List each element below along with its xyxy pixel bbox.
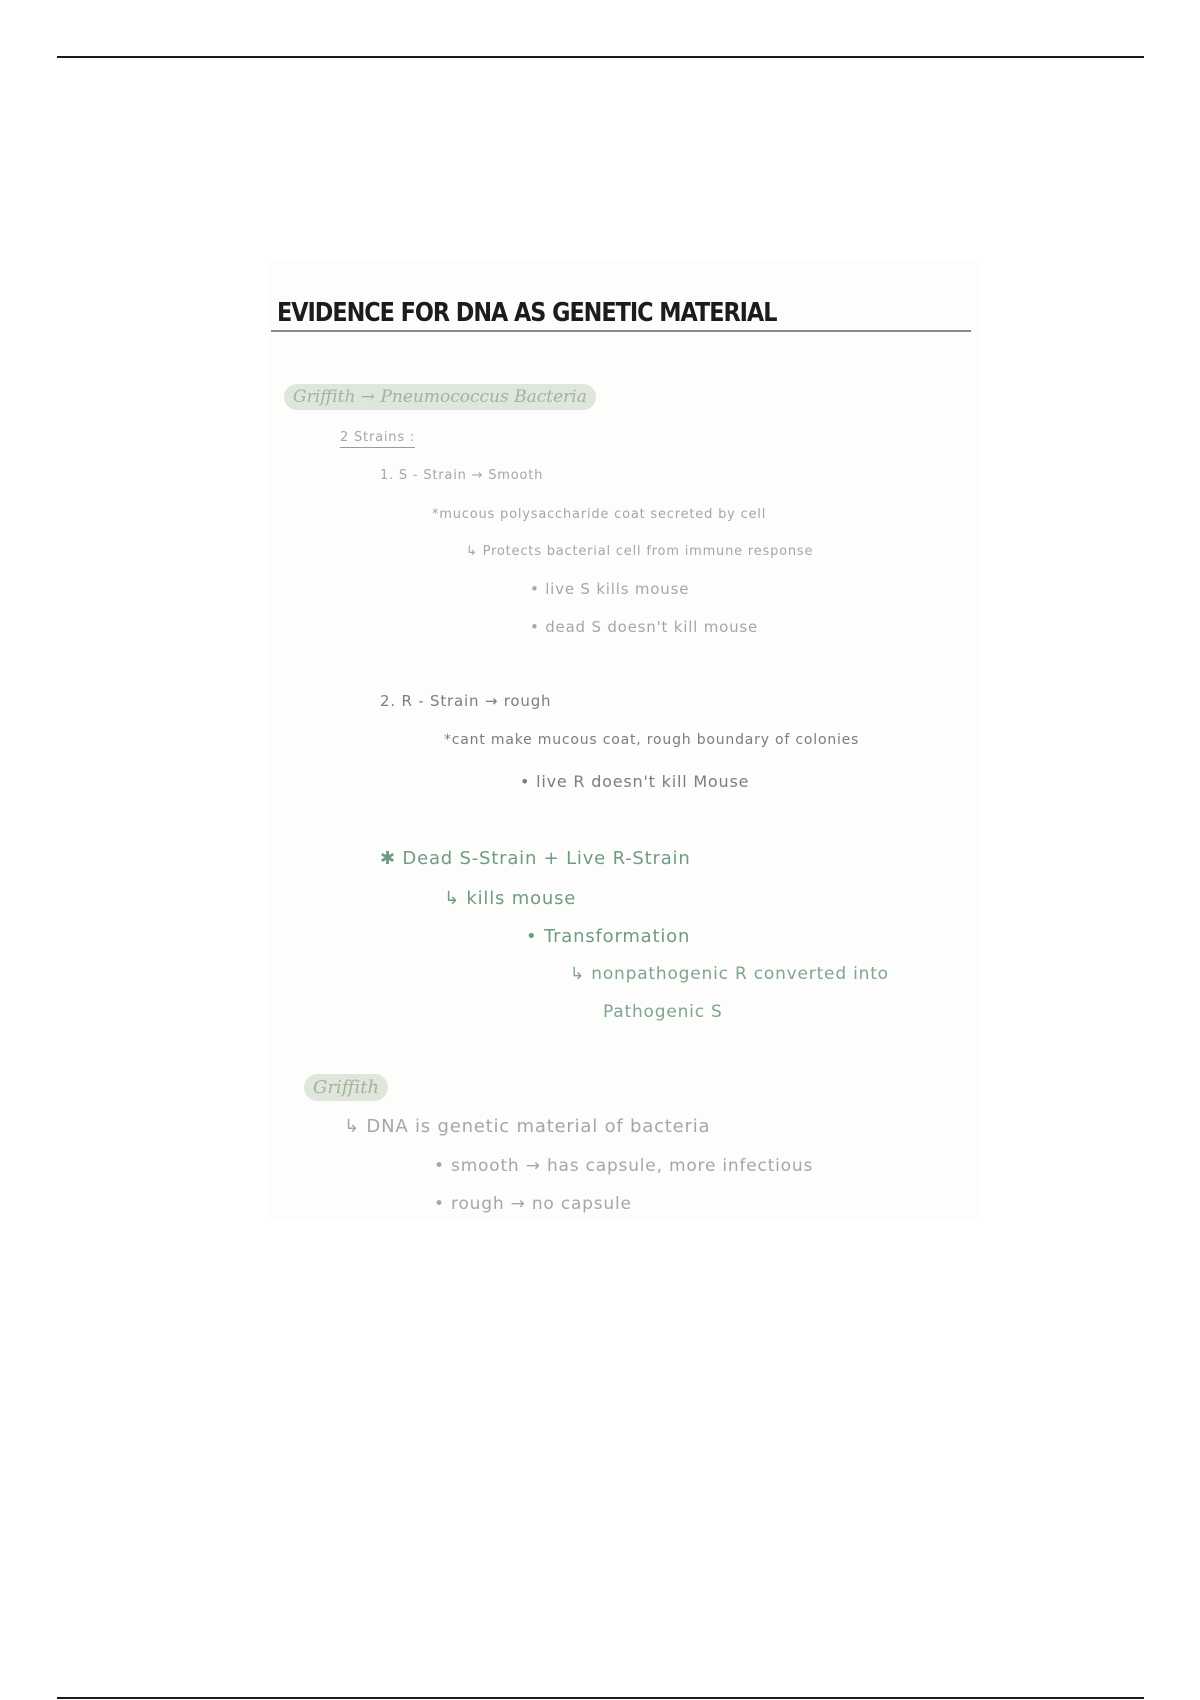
combo-line: ✱ Dead S-Strain + Live R-Strain [380,848,691,869]
handwritten-notes-page [268,262,980,1220]
s-strain-bullet-dead: • dead S doesn't kill mouse [530,618,759,636]
r-strain-line: 2. R - Strain → rough [380,692,552,710]
page-top-rule [57,56,1144,58]
transformation-detail-1: ↳ nonpathogenic R converted into [570,964,889,984]
s-strain-sub: ↳ Protects bacterial cell from immune response [466,544,814,559]
s-strain-note: *mucous polysaccharide coat secreted by cell [432,507,767,522]
section-heading-griffith-pneumococcus: Griffith → Pneumococcus Bacteria [284,384,596,410]
s-strain-line: 1. S - Strain → Smooth [380,468,544,483]
title-underline [271,330,971,332]
combo-result: ↳ kills mouse [444,888,577,909]
page-bottom-rule [57,1697,1144,1699]
strains-label: 2 Strains : [340,430,415,448]
section-heading-griffith: Griffith [304,1074,388,1101]
griffith-conclusion: ↳ DNA is genetic material of bacteria [344,1116,711,1137]
transformation-detail-2: Pathogenic S [603,1002,723,1022]
r-strain-bullet-live: • live R doesn't kill Mouse [520,772,750,791]
transformation-term: • Transformation [526,926,691,947]
s-strain-bullet-live: • live S kills mouse [530,580,690,598]
r-strain-note: *cant make mucous coat, rough boundary of colonies [444,732,860,748]
rough-bullet: • rough → no capsule [434,1194,632,1214]
smooth-bullet: • smooth → has capsule, more infectious [434,1156,814,1176]
page-title: EVIDENCE FOR DNA AS GENETIC MATERIAL [277,298,777,328]
